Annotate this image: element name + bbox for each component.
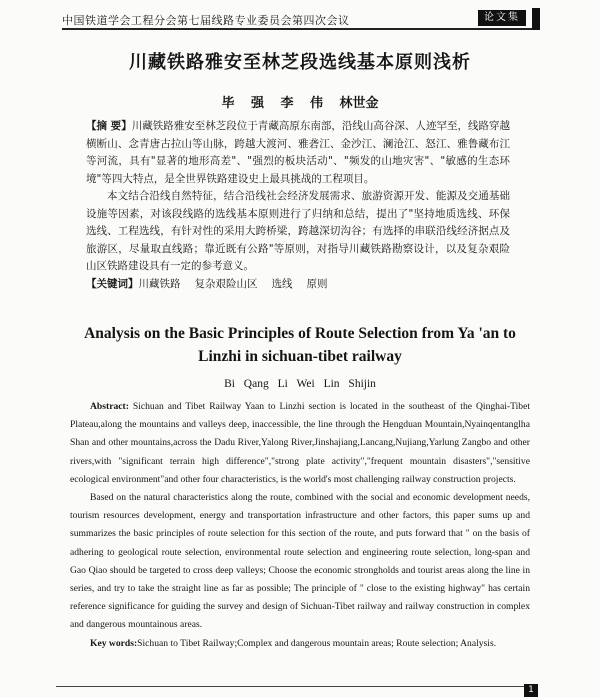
chinese-authors: 毕 强 李 伟 林世金	[221, 96, 379, 111]
english-keywords-label: Key words:	[90, 637, 138, 649]
footer-rule	[56, 686, 532, 687]
english-keywords-text: Sichuan to Tibet Railway;Complex and dangerous mountain areas; Route selection; Analysis.	[137, 637, 497, 649]
english-keywords	[70, 635, 530, 653]
english-title: Analysis on the Basic Principles of Route Selection from Ya 'an to Linzhi in sichuan-tibet railway	[84, 325, 516, 365]
chinese-keywords	[86, 276, 510, 294]
english-abstract-para-2: Based on the natural characteristics along the route, combined with the social and economic development needs, tourism resources development, energy and transportation infrastructure and other factors, this paper sums up and summarizes the basic principles of route selection for this section of the route, and puts forward that " on the basis of adhering to geological route selection, environmental route selection and engineering route selection, long-span and Gao Qiao should be targeted to cross deep valleys; Choose the economic strongholds and tourist areas along the line in series, and try to take the straight line as far as possible; The principle of " close to the existing highway" has certain reference significance for guiding the survey and design of Sichuan-Tibet railway and railway construction in complex and dangerous mountainous areas.	[70, 492, 530, 631]
page-number: 1	[524, 684, 538, 697]
english-abstract-text: Sichuan and Tibet Railway Yaan to Linzhi section is located in the southeast of the Qinghai-Tibet Plateau,along the mountains and valleys deep, inaccessible, the line through the Hengduan Mountain,Nyainqentanglha Shan and other mountains,across the Dadu River,Yalong River,Jinshajiang,Lancang,Nujiang,Yarlung Zangbo and other rivers,with "significant terrain high difference","strong plate activity","frequent mountain disasters","sensitive ecological environment"and other four characteristics, is the world's most challenging railway construction projects.	[70, 401, 530, 485]
chinese-keywords-label: 【关键词】	[86, 277, 139, 290]
chinese-abstract-para-1	[86, 118, 510, 188]
chinese-abstract-para-2: 本文结合沿线自然特征，结合沿线社会经济发展需求、旅游资源开发、能源及交通基础设施等因素，对该段线路的选线基本原则进行了归纳和总结，提出了"坚持地质选线、环保选线、工程选线，有针对性的采用大跨桥梁，跨越深切沟谷；有选择的串联沿线经济据点及旅游区，尽量取直线路；靠近既有公路"等原则，对指导川藏铁路勘察设计，以及复杂艰险山区铁路建设具有一定的参考意义。	[86, 190, 510, 272]
chinese-keyword: 川藏铁路	[138, 277, 181, 290]
running-header	[62, 10, 540, 30]
chinese-abstract-text: 川藏铁路雅安至林芝段位于青藏高原东南部，沿线山高谷深、人迹罕至，线路穿越横断山、念青唐古拉山等山脉，跨越大渡河、雅砻江、金沙江、澜沧江、怒江、雅鲁藏布江等河流，具有"显著的地形高差"、"强烈的板块活动"、"频发的山地灾害"、"敏感的生态环境"等四大特点，是全世界铁路建设史上最具挑战的工程项目。	[86, 120, 511, 185]
english-authors: Bi Qang Li Wei Lin Shijin	[224, 378, 376, 390]
english-abstract-label: Abstract:	[90, 401, 129, 412]
chinese-abstract	[86, 118, 510, 293]
conference-name: 中国铁道学会工程分会第七届线路专业委员会第四次会议	[62, 14, 350, 27]
english-abstract-para-1	[70, 398, 530, 489]
english-abstract	[70, 398, 530, 653]
chinese-keyword: 选线	[271, 277, 293, 290]
chinese-abstract-label: 【摘 要】	[86, 120, 132, 132]
chinese-keyword: 原则	[306, 277, 328, 290]
chinese-title: 川藏铁路雅安至林芝段选线基本原则浅析	[129, 52, 471, 73]
proceedings-badge: 论文集	[478, 10, 526, 26]
header-tab-mark	[532, 8, 540, 30]
chinese-keyword: 复杂艰险山区	[194, 277, 258, 290]
